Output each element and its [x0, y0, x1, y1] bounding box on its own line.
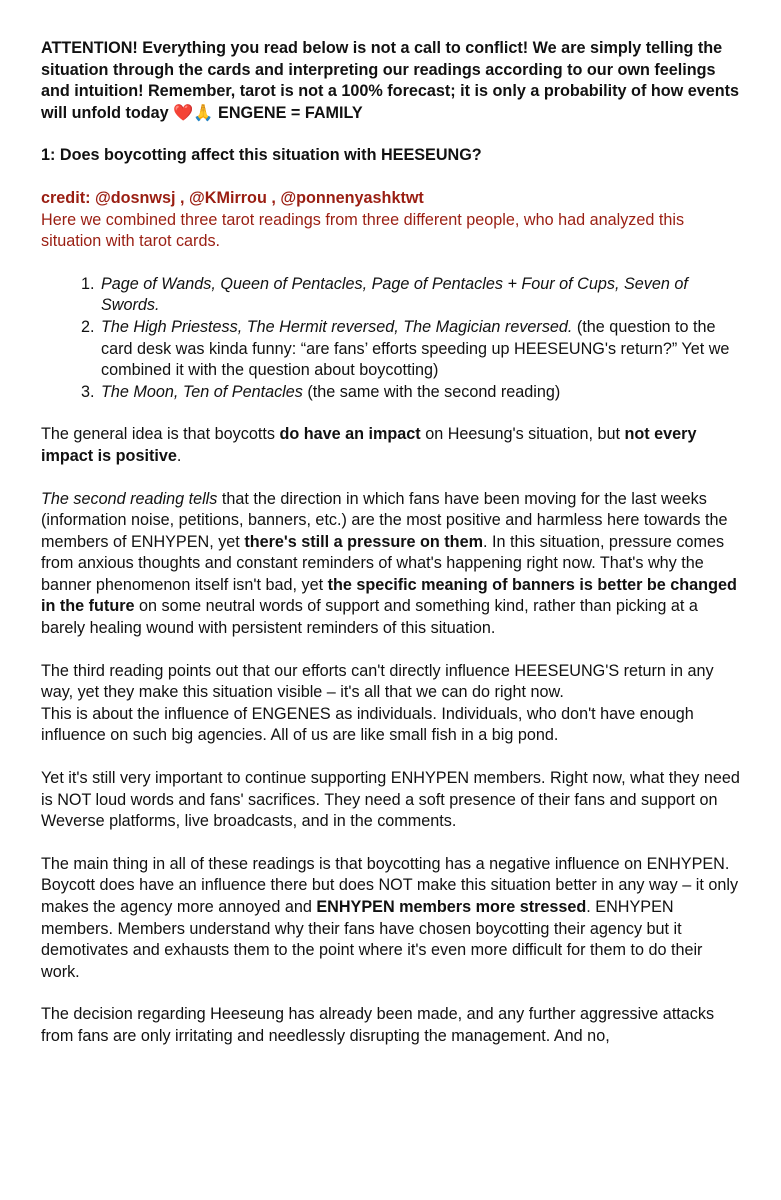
third-reading-paragraph: The third reading points out that our efforts can't directly influence HEESEUNG'S return in any way, yet they make this situation visible – it's all that we can do right now. This is about the influence of ENGENES as individuals. Individuals, who don't have enough influence on such big agencies. All of us are like small fish in a big pond.	[41, 661, 714, 745]
attention-text: ATTENTION! Everything you read below is not a call to conflict! We are simply telling the situation through the cards and interpreting our readings according to our own feelings and intuition! Remember, tarot is not a 100% forecast; it is only a probability of how events will unfold today	[41, 39, 739, 122]
credit-note: Here we combined three tarot readings from three different people, who had analyzed this situation with tarot cards.	[41, 210, 685, 251]
pray-emoji-icon: 🙏	[193, 103, 214, 122]
list-item: 3. The Moon, Ten of Pentacles (the same with the second reading)	[99, 382, 741, 404]
decision-paragraph: The decision regarding Heeseung has already been made, and any further aggressive attacks from fans are only irritating and needlessly disrupting the management. And no,	[41, 1005, 715, 1045]
credit-line: credit: @dosnwsj , @KMirrou , @ponnenyashktwt	[41, 188, 424, 207]
question-heading: 1: Does boycotting affect this situation with HEESEUNG?	[41, 146, 482, 165]
heart-emoji-icon: ❤️	[173, 103, 194, 122]
readings-list	[41, 274, 741, 404]
list-item: 2. The High Priestess, The Hermit reversed, The Magician reversed. (the question to the card desk was kinda funny: “are fans’ efforts speeding up HEESEUNG's return?” Yet we combined it with the question about boycotting)	[99, 317, 741, 382]
main-thing-paragraph: The main thing in all of these readings is that boycotting has a negative influence on ENHYPEN. Boycott does have an influence there but does NOT make this situation better in any way – it only makes the agency more annoyed and ENHYPEN members more stressed. ENHYPEN members. Members understand why their fans have chosen boycotting their agency but it demotivates and exhausts them to the point where it's even more difficult for them to do their work.	[41, 854, 739, 981]
support-paragraph: Yet it's still very important to continue supporting ENHYPEN members. Right now, what they need is NOT loud words and fans' sacrifices. They need a soft presence of their fans and support on Weverse platforms, live broadcasts, and in the comments.	[41, 769, 740, 831]
attention-tail: ENGENE = FAMILY	[218, 103, 363, 122]
general-paragraph: The general idea is that boycotts do have an impact on Heesung's situation, but not every impact is positive.	[41, 425, 697, 465]
second-reading-paragraph: The second reading tells that the direction in which fans have been moving for the last weeks (information noise, petitions, banners, etc.) are the most positive and harmless here towards the members of ENHYPEN, yet there's still a pressure on them. In this situation, pressure comes from anxious thoughts and constant reminders of what's happening right now. That's why the banner phenomenon itself isn't bad, yet the specific meaning of banners is better be changed in the future on some neutral words of support and something kind, rather than picking at a barely healing wound with persistent reminders of this situation.	[41, 489, 737, 638]
attention-paragraph	[41, 38, 741, 124]
list-item: 1. Page of Wands, Queen of Pentacles, Page of Pentacles + Four of Cups, Seven of Swords.	[99, 274, 741, 317]
